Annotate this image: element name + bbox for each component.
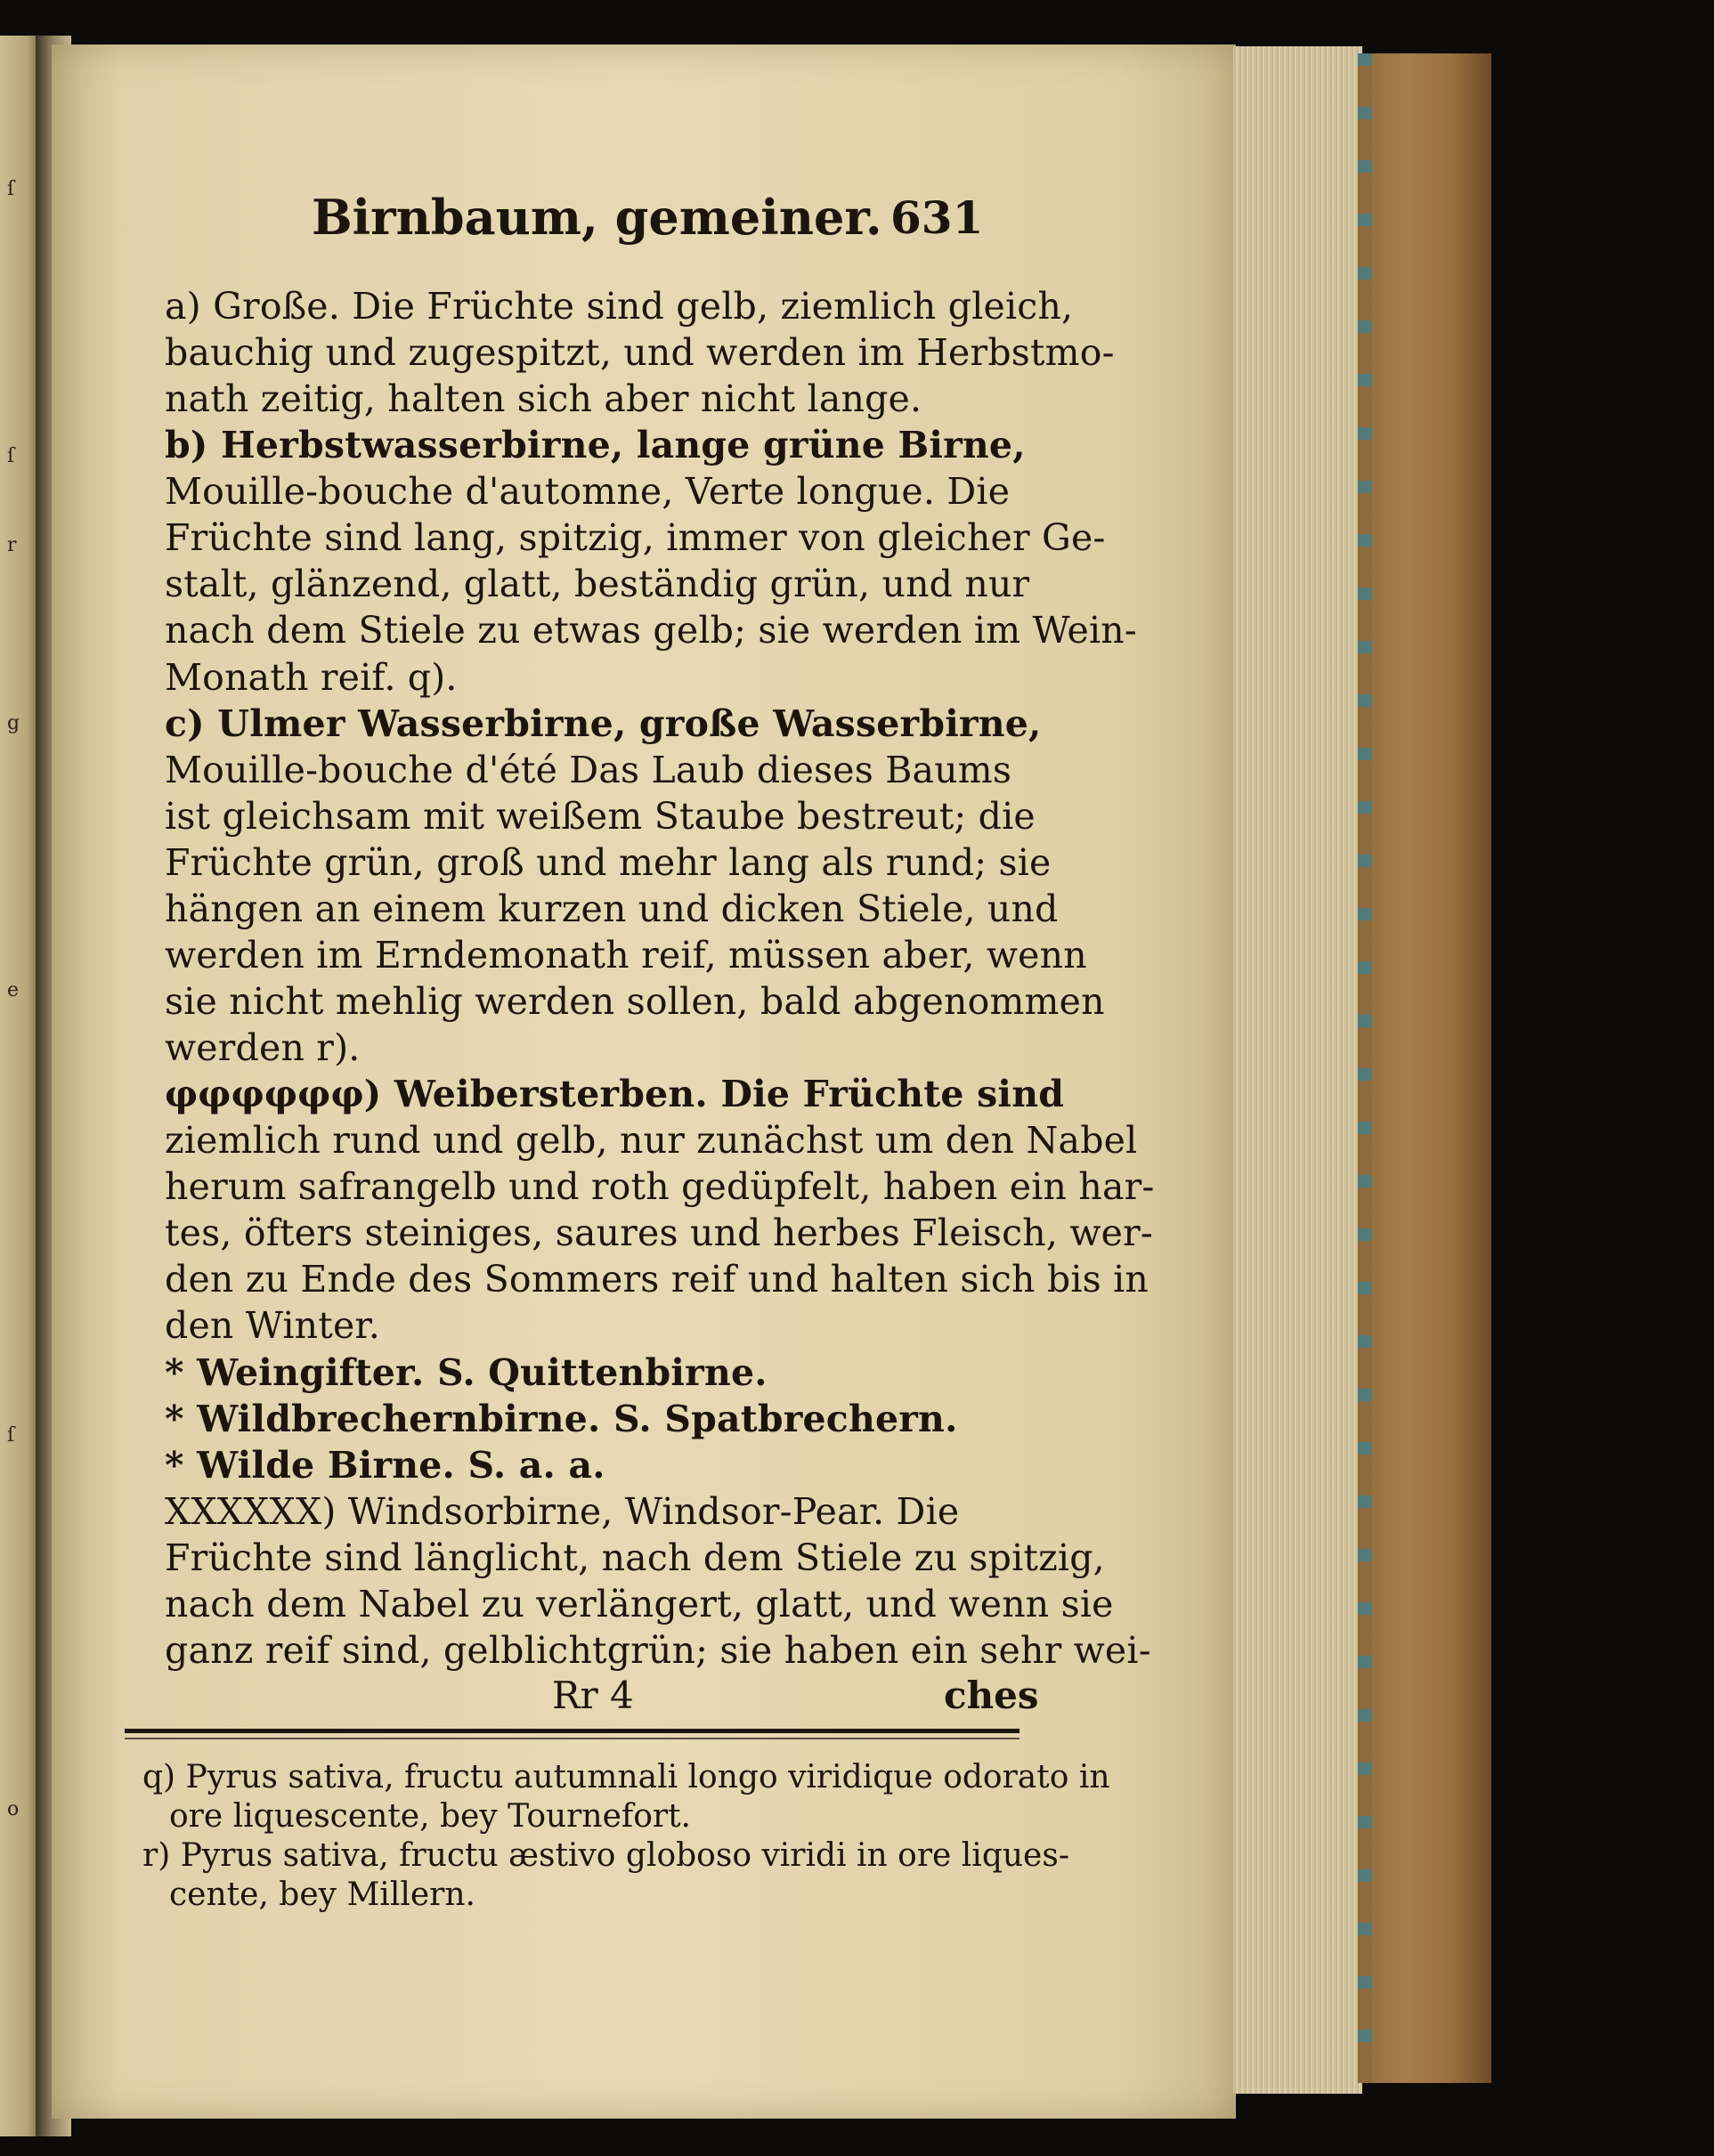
text-line: hängen an einem kurzen und dicken Stiele, und [165, 888, 1059, 930]
text-line: * Weingifter. S. Quittenbirne. [165, 1351, 768, 1394]
running-head: Birnbaum, gemeiner. [312, 189, 882, 246]
text-line: XXXXXX) Windsorbirne, Windsor-Pear. Die [165, 1490, 960, 1533]
text-line: stalt, glänzend, glatt, beständig grün, und nur [165, 563, 1030, 605]
text-line: * Wilde Birne. S. a. a. [165, 1444, 605, 1487]
footnote-line: r) Pyrus sativa, fructu æstivo globoso viridi in ore liques- [142, 1837, 1069, 1874]
footnote-line: cente, bey Millern. [169, 1876, 475, 1913]
text-line: ziemlich rund und gelb, nur zunächst um den Nabel [165, 1119, 1138, 1162]
footnote-rule [125, 1729, 1019, 1733]
signature-mark: Rr 4 [552, 1674, 634, 1717]
text-line: Monath reif. q). [165, 656, 458, 699]
footnote-line: q) Pyrus sativa, fructu autumnali longo viridique odorato in [142, 1759, 1110, 1795]
text-line: herum safrangelb und roth gedüpfelt, haben ein har- [165, 1165, 1155, 1208]
footnote-rule-thin [125, 1738, 1019, 1739]
text-line: ganz reif sind, gelblichtgrün; sie haben ein sehr wei- [165, 1629, 1151, 1672]
text-line: nach dem Nabel zu verlängert, glatt, und wenn sie [165, 1583, 1114, 1625]
facing-page-glyph: ſ [7, 178, 15, 200]
footnote-line: ore liquescente, bey Tournefort. [169, 1798, 692, 1835]
text-line: c) Ulmer Wasserbirne, große Wasserbirne, [165, 702, 1042, 745]
text-line: Früchte sind länglicht, nach dem Stiele zu spitzig, [165, 1536, 1105, 1579]
page-number: 631 [890, 191, 984, 244]
text-line: sie nicht mehlig werden sollen, bald abgenommen [165, 980, 1105, 1023]
text-line: φφφφφφ) Weibersterben. Die Früchte sind [165, 1073, 1065, 1115]
text-line: ist gleichsam mit weißem Staube bestreut; die [165, 795, 1036, 838]
facing-page-glyph: e [7, 979, 20, 1001]
text-line: bauchig und zugespitzt, und werden im Herbstmo- [165, 331, 1115, 374]
text-line: tes, öfters steiniges, saures und herbes Fleisch, wer- [165, 1212, 1153, 1254]
text-line: den Winter. [165, 1304, 380, 1347]
text-line: Früchte sind lang, spitzig, immer von gleicher Ge- [165, 516, 1106, 559]
catchword: ches [944, 1674, 1039, 1717]
text-line: b) Herbstwasserbirne, lange grüne Birne, [165, 424, 1026, 466]
text-line: nath zeitig, halten sich aber nicht lange. [165, 377, 922, 420]
text-line: a) Große. Die Früchte sind gelb, ziemlich gleich, [165, 285, 1074, 328]
text-line: Mouille-bouche d'été Das Laub dieses Baums [165, 749, 1012, 791]
text-line: den zu Ende des Sommers reif und halten sich bis in [165, 1258, 1149, 1301]
text-line: werden im Erndemonath reif, müssen aber, wenn [165, 934, 1087, 977]
facing-page-glyph: r [7, 534, 17, 556]
facing-page-glyph: ſ [7, 1424, 15, 1447]
text-line: * Wildbrechernbirne. S. Spatbrechern. [165, 1398, 958, 1440]
facing-page-glyph: g [7, 712, 20, 734]
facing-page-glyph: ſ [7, 445, 15, 467]
text-line: Früchte grün, groß und mehr lang als rund; sie [165, 841, 1052, 884]
facing-page-glyph: o [7, 1798, 20, 1820]
text-line: nach dem Stiele zu etwas gelb; sie werden im Wein- [165, 609, 1137, 652]
text-line: werden r). [165, 1026, 361, 1069]
text-line: Mouille-bouche d'automne, Verte longue. Die [165, 470, 1011, 513]
